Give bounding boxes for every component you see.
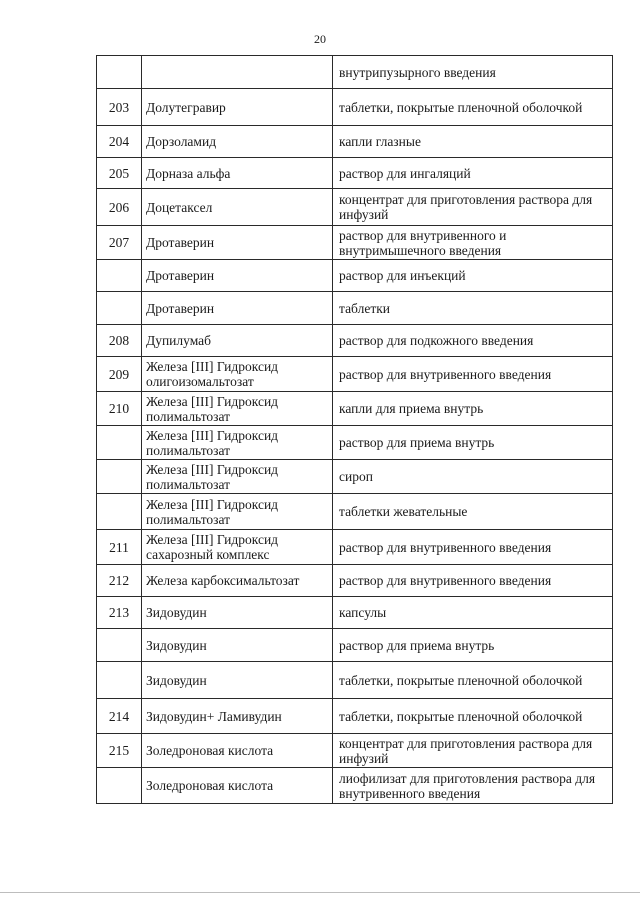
dosage-form: таблетки, покрытые пленочной оболочкой [333, 662, 613, 699]
table-row [97, 158, 613, 189]
dosage-form: раствор для внутривенного введения [333, 357, 613, 392]
table-row [97, 460, 613, 494]
row-number [97, 292, 142, 325]
table-row [97, 189, 613, 226]
drug-table [96, 55, 613, 804]
dosage-form: капли глазные [333, 126, 613, 158]
dosage-form: раствор для инъекций [333, 260, 613, 292]
dosage-form: капсулы [333, 597, 613, 629]
drug-name: Дупилумаб [142, 325, 333, 357]
drug-name: Железа [III] Гидроксид полимальтозат [142, 392, 333, 426]
table-row [97, 662, 613, 699]
row-number: 215 [97, 734, 142, 768]
drug-name: Золедроновая кислота [142, 768, 333, 804]
table-row [97, 260, 613, 292]
dosage-form: раствор для приема внутрь [333, 629, 613, 662]
drug-name: Дротаверин [142, 292, 333, 325]
row-number: 212 [97, 565, 142, 597]
table-row [97, 325, 613, 357]
dosage-form: сироп [333, 460, 613, 494]
row-number [97, 768, 142, 804]
row-number [97, 460, 142, 494]
table-row [97, 357, 613, 392]
dosage-form: капли для приема внутрь [333, 392, 613, 426]
dosage-form: таблетки, покрытые пленочной оболочкой [333, 89, 613, 126]
row-number: 211 [97, 530, 142, 565]
dosage-form: раствор для приема внутрь [333, 426, 613, 460]
table-row [97, 530, 613, 565]
drug-name: Золедроновая кислота [142, 734, 333, 768]
table-row [97, 126, 613, 158]
drug-name: Зидовудин+ Ламивудин [142, 699, 333, 734]
dosage-form: раствор для внутривенного введения [333, 530, 613, 565]
table-row [97, 292, 613, 325]
row-number: 214 [97, 699, 142, 734]
row-number: 206 [97, 189, 142, 226]
table-row [97, 768, 613, 804]
drug-name: Зидовудин [142, 597, 333, 629]
scan-edge-line [0, 892, 640, 893]
drug-name: Железа [III] Гидроксид сахарозный комплекс [142, 530, 333, 565]
drug-name: Железа карбоксимальтозат [142, 565, 333, 597]
dosage-form: раствор для подкожного введения [333, 325, 613, 357]
dosage-form: раствор для внутривенного и внутримышечного введения [333, 226, 613, 260]
drug-name: Дорназа альфа [142, 158, 333, 189]
drug-name: Дротаверин [142, 226, 333, 260]
row-number: 207 [97, 226, 142, 260]
dosage-form: раствор для ингаляций [333, 158, 613, 189]
table-row [97, 699, 613, 734]
row-number [97, 629, 142, 662]
page-number: 20 [314, 32, 326, 46]
dosage-form: раствор для внутривенного введения [333, 565, 613, 597]
row-number: 209 [97, 357, 142, 392]
drug-name: Долутегравир [142, 89, 333, 126]
dosage-form: таблетки жевательные [333, 494, 613, 530]
row-number: 213 [97, 597, 142, 629]
table-row [97, 629, 613, 662]
row-number: 210 [97, 392, 142, 426]
row-number [97, 426, 142, 460]
row-number [97, 56, 142, 89]
row-number [97, 260, 142, 292]
drug-name: Доцетаксел [142, 189, 333, 226]
table-row [97, 392, 613, 426]
dosage-form: концентрат для приготовления раствора для инфузий [333, 189, 613, 226]
table-row [97, 494, 613, 530]
row-number [97, 494, 142, 530]
dosage-form: таблетки [333, 292, 613, 325]
table-row [97, 597, 613, 629]
table-row [97, 56, 613, 89]
dosage-form: внутрипузырного введения [333, 56, 613, 89]
drug-name: Зидовудин [142, 662, 333, 699]
row-number: 208 [97, 325, 142, 357]
table-row [97, 426, 613, 460]
drug-name [142, 56, 333, 89]
drug-name: Дротаверин [142, 260, 333, 292]
row-number: 204 [97, 126, 142, 158]
row-number [97, 662, 142, 699]
dosage-form: таблетки, покрытые пленочной оболочкой [333, 699, 613, 734]
drug-name: Дорзоламид [142, 126, 333, 158]
table-row [97, 565, 613, 597]
row-number: 203 [97, 89, 142, 126]
drug-name: Зидовудин [142, 629, 333, 662]
table-row [97, 734, 613, 768]
row-number: 205 [97, 158, 142, 189]
drug-name: Железа [III] Гидроксид олигоизомальтозат [142, 357, 333, 392]
drug-name: Железа [III] Гидроксид полимальтозат [142, 426, 333, 460]
drug-name: Железа [III] Гидроксид полимальтозат [142, 494, 333, 530]
table-row [97, 89, 613, 126]
dosage-form: концентрат для приготовления раствора для инфузий [333, 734, 613, 768]
dosage-form: лиофилизат для приготовления раствора для внутривенного введения [333, 768, 613, 804]
table-row [97, 226, 613, 260]
drug-name: Железа [III] Гидроксид полимальтозат [142, 460, 333, 494]
